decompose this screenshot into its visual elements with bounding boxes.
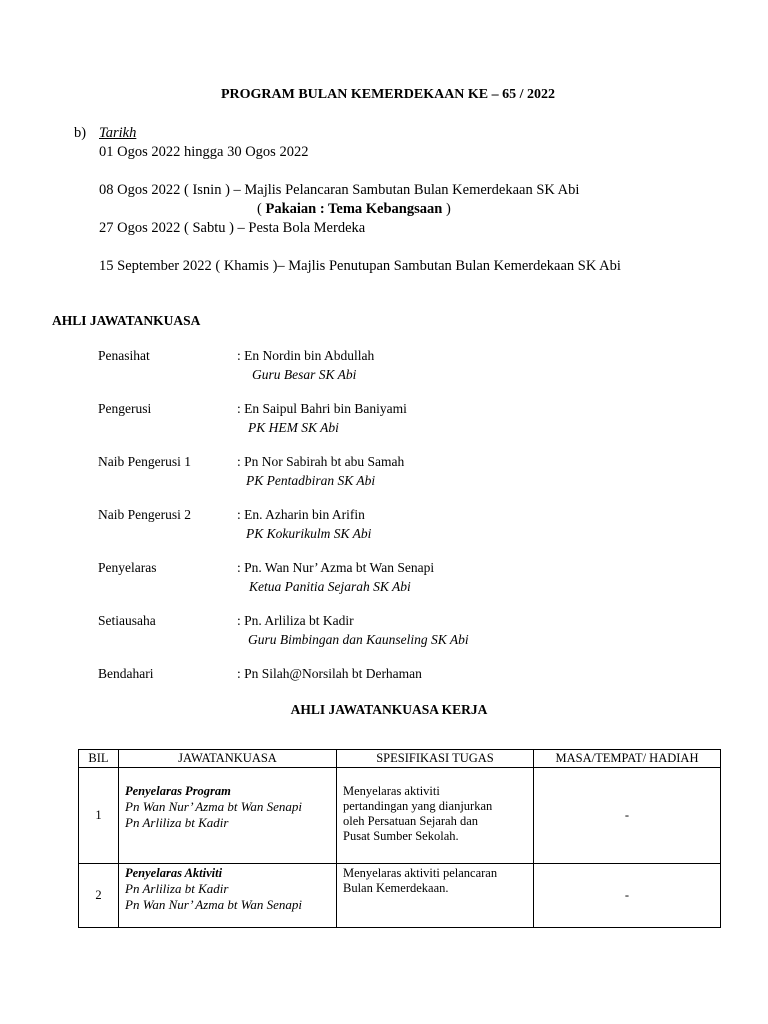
member-position: Guru Besar SK Abi <box>252 367 357 382</box>
column-header-masa: MASA/TEMPAT/ HADIAH <box>534 750 721 768</box>
member-name <box>237 454 404 470</box>
document-title: PROGRAM BULAN KEMERDEKAAN KE – 65 / 2022 <box>220 87 556 102</box>
member-role: Setiausaha <box>98 613 156 628</box>
section-marker: b) <box>74 125 87 141</box>
member-name <box>237 560 434 576</box>
row-committee <box>119 864 337 928</box>
member-role: Naib Pengerusi 2 <box>98 507 191 522</box>
spec-line: oleh Persatuan Sejarah dan <box>343 814 479 828</box>
member-name-text: En Saipul Bahri bin Baniyami <box>244 401 407 416</box>
event-pesta-bola: 27 Ogos 2022 ( Sabtu ) – Pesta Bola Merdeka <box>99 220 366 236</box>
member-name-text: Pn. Wan Nur’ Azma bt Wan Senapi <box>244 560 435 575</box>
row-committee <box>119 768 337 864</box>
member-position: PK Pentadbiran SK Abi <box>246 473 376 488</box>
column-header-bil: BIL <box>79 750 119 768</box>
member-role: Pengerusi <box>98 401 152 416</box>
member-role: Bendahari <box>98 666 154 681</box>
kerja-heading: AHLI JAWATANKUASA KERJA <box>290 702 488 717</box>
member-separator: : <box>237 613 245 628</box>
row-spec <box>337 864 534 928</box>
row-masa: - <box>534 864 721 928</box>
committee-title: Penyelaras Program <box>125 784 231 798</box>
committee-title: Penyelaras Aktiviti <box>125 866 223 880</box>
member-separator: : <box>237 348 245 363</box>
event-penutupan: 15 September 2022 ( Khamis )– Majlis Penutupan Sambutan Bulan Kemerdekaan SK Abi <box>99 258 621 274</box>
committee-member: Pn Arliliza bt Kadir <box>125 815 229 830</box>
member-separator: : <box>237 507 245 522</box>
tarikh-label: Tarikh <box>99 125 137 141</box>
member-position: Ketua Panitia Sejarah SK Abi <box>249 579 411 594</box>
member-name-text: En. Azharin bin Arifin <box>244 507 365 522</box>
kerja-table <box>78 749 721 928</box>
member-name <box>237 401 407 417</box>
spec-line: Menyelaras aktiviti pelancaran <box>343 866 498 880</box>
member-name <box>237 613 354 629</box>
table-row <box>79 768 721 864</box>
row-number: 1 <box>79 768 119 864</box>
spec-line: Bulan Kemerdekaan. <box>343 881 449 895</box>
pakaian-note <box>257 201 451 218</box>
ajk-heading: AHLI JAWATANKUASA <box>52 313 201 328</box>
pakaian-close: ) <box>442 201 451 217</box>
member-role: Penasihat <box>98 348 150 363</box>
member-name <box>237 348 374 364</box>
member-separator: : <box>237 401 245 416</box>
spec-line: Pusat Sumber Sekolah. <box>343 829 459 843</box>
member-separator: : <box>237 560 245 575</box>
member-position: PK HEM SK Abi <box>248 420 339 435</box>
member-name <box>237 507 365 523</box>
member-name-text: Pn. Arliliza bt Kadir <box>244 613 354 628</box>
member-name <box>237 666 422 682</box>
member-role: Naib Pengerusi 1 <box>98 454 191 469</box>
committee-member: Pn Arliliza bt Kadir <box>125 881 229 896</box>
row-number: 2 <box>79 864 119 928</box>
pakaian-text: Pakaian : Tema Kebangsaan <box>265 201 443 217</box>
column-header-spesifikasi: SPESIFIKASI TUGAS <box>337 750 534 768</box>
spec-line: Menyelaras aktiviti <box>343 784 440 798</box>
member-name-text: En Nordin bin Abdullah <box>244 348 375 363</box>
event-pelancaran: 08 Ogos 2022 ( Isnin ) – Majlis Pelancaran Sambutan Bulan Kemerdekaan SK Abi <box>99 182 580 198</box>
member-role: Penyelaras <box>98 560 157 575</box>
member-separator: : <box>237 666 245 681</box>
member-separator: : <box>237 454 245 469</box>
spec-line: pertandingan yang dianjurkan <box>343 799 493 813</box>
member-position: PK Kokurikulm SK Abi <box>246 526 372 541</box>
row-spec <box>337 768 534 864</box>
row-masa: - <box>534 768 721 864</box>
table-row <box>79 864 721 928</box>
column-header-jawatankuasa: JAWATANKUASA <box>119 750 337 768</box>
tarikh-range: 01 Ogos 2022 hingga 30 Ogos 2022 <box>99 144 309 160</box>
member-position: Guru Bimbingan dan Kaunseling SK Abi <box>248 632 469 647</box>
committee-member: Pn Wan Nur’ Azma bt Wan Senapi <box>125 799 302 814</box>
pakaian-open: ( <box>257 201 266 217</box>
member-name-text: Pn Silah@Norsilah bt Derhaman <box>244 666 422 681</box>
committee-member: Pn Wan Nur’ Azma bt Wan Senapi <box>125 897 302 912</box>
member-name-text: Pn Nor Sabirah bt abu Samah <box>244 454 405 469</box>
table-header-row <box>79 750 721 768</box>
